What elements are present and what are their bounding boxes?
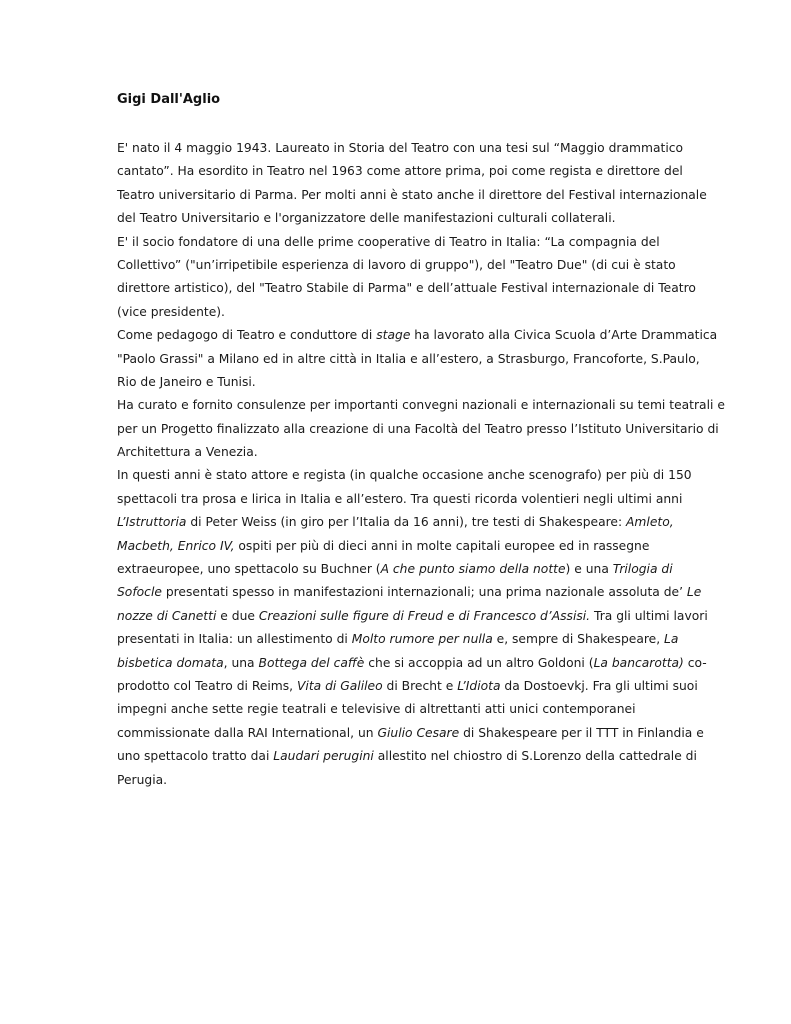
text-line [117, 277, 696, 300]
text-line [117, 511, 687, 534]
text-run: di Shakespeare per il TTT in Finlandia e [459, 725, 704, 740]
text-line [117, 769, 687, 792]
document-title: Gigi Dall'Aglio [117, 92, 221, 107]
italic-text: bisbetica domata [117, 655, 224, 670]
text-line [117, 160, 687, 183]
text-line [117, 254, 687, 277]
text-run: , una [223, 655, 259, 670]
text-run: di Brecht e [382, 678, 458, 693]
italic-text: Creazioni sulle figure di Freud e di Francesco d’Assisi. [258, 608, 591, 623]
text-line [117, 418, 719, 441]
italic-text: Giulio Cesare [377, 725, 460, 740]
text-line [117, 675, 698, 698]
text-line [117, 394, 725, 417]
text-run: ospiti per più di dieci anni in molte capitali europee ed in rassegne [234, 538, 650, 553]
italic-text: Molto rumore per nulla [351, 632, 493, 647]
text-run: da Dostoevkj. Fra gli ultimi suoi [500, 678, 698, 693]
italic-text: Amleto, [626, 515, 674, 530]
text-line [117, 184, 707, 207]
text-run: e, sempre di Shakespeare, [492, 632, 665, 647]
italic-text: Vita di Galileo [297, 678, 383, 693]
text-run: e due [216, 608, 259, 623]
document-body [117, 137, 725, 792]
text-line [117, 301, 687, 324]
text-run: uno spettacolo tratto dai [117, 749, 274, 764]
italic-text: stage [376, 328, 411, 343]
italic-text: Sofocle [117, 585, 162, 600]
text-run: Teatro universitario di Parma. Per molti anni è stato anche il direttore del Festival internazionale [117, 187, 707, 202]
text-line [117, 745, 697, 768]
italic-text: La bancarotta) [593, 655, 684, 670]
text-line [117, 698, 687, 721]
text-run: Come pedagogo di Teatro e conduttore di [117, 328, 377, 343]
text-run: Architettura a Venezia. [117, 445, 258, 460]
text-run: Tra gli ultimi lavori [590, 608, 708, 623]
text-line [117, 231, 687, 254]
text-run: "Paolo Grassi" a Milano ed in altre città in Italia e all’estero, a Strasburgo, Francoforte, S.Paulo, [117, 351, 700, 366]
text-run: presentati in Italia: un allestimento di [117, 632, 352, 647]
text-run: E' il socio fondatore di una delle prime cooperative di Teatro in Italia: “La compagnia del [117, 234, 660, 249]
text-run: commissionate dalla RAI International, un [117, 725, 378, 740]
italic-text: A che punto siamo della notte [380, 562, 566, 577]
text-run: Rio de Janeiro e Tunisi. [117, 374, 256, 389]
text-run: che si accoppia ad un altro Goldoni ( [364, 655, 594, 670]
text-line [117, 488, 687, 511]
italic-text: Le [686, 585, 702, 600]
text-line [117, 324, 718, 347]
text-line [117, 137, 687, 160]
text-run: ) e una [565, 562, 613, 577]
italic-text: Laudari perugini [273, 749, 374, 764]
italic-text: Bottega del caffè [258, 655, 365, 670]
text-run: impegni anche sette regie teatrali e televisive di altrettanti atti unici contemporanei [117, 702, 636, 717]
text-line [117, 535, 687, 558]
text-run: Collettivo” ("un’irripetibile esperienza di lavoro di gruppo"), del "Teatro Due" (di cui è stato [117, 257, 676, 272]
italic-text: Trilogia di [612, 562, 673, 577]
italic-text: nozze di Canetti [117, 608, 217, 623]
text-run: allestito nel chiostro di S.Lorenzo della cattedrale di [373, 749, 697, 764]
text-line [117, 605, 708, 628]
text-run: (vice presidente). [117, 304, 225, 319]
text-line [117, 652, 707, 675]
text-run: del Teatro Universitario e l'organizzatore delle manifestazioni culturali collaterali. [117, 211, 616, 226]
text-line [117, 441, 687, 464]
text-run: E' nato il 4 maggio 1943. Laureato in Storia del Teatro con una tesi sul “Maggio drammatico [117, 141, 684, 155]
text-run: ha lavorato alla Civica Scuola d’Arte Drammatica [410, 328, 718, 343]
text-line [117, 722, 704, 745]
text-line [117, 628, 687, 651]
text-run: Perugia. [117, 772, 168, 787]
text-run: co- [683, 655, 707, 670]
text-line [117, 581, 702, 604]
text-run: cantato”. Ha esordito in Teatro nel 1963 come attore prima, poi come regista e direttore del [117, 164, 683, 179]
text-run: spettacoli tra prosa e lirica in Italia e all’estero. Tra questi ricorda volentieri negli ultimi anni [117, 491, 683, 506]
text-run: presentati spesso in manifestazioni internazionali; una prima nazionale assoluta de’ [161, 585, 687, 600]
text-run: Ha curato e fornito consulenze per importanti convegni nazionali e internazionali su temi teatrali e [117, 398, 725, 413]
text-line [117, 348, 700, 371]
text-run: In questi anni è stato attore e regista (in qualche occasione anche scenografo) per più di 150 [117, 468, 692, 483]
text-line [117, 207, 687, 230]
text-line [117, 558, 687, 581]
italic-text: Macbeth, Enrico IV, [117, 538, 235, 553]
italic-text: L’Istruttoria [117, 515, 187, 530]
text-run: extraeuropee, uno spettacolo su Buchner ( [117, 562, 381, 577]
italic-text: L’Idiota [457, 678, 501, 693]
text-line [117, 371, 687, 394]
text-run: prodotto col Teatro di Reims, [117, 678, 297, 693]
text-line [117, 464, 692, 487]
text-run: direttore artistico), del "Teatro Stabile di Parma" e dell’attuale Festival internazionale di Teatro [117, 281, 696, 296]
italic-text: La [664, 632, 679, 647]
text-run: di Peter Weiss (in giro per l’Italia da 16 anni), tre testi di Shakespeare: [186, 515, 627, 530]
text-run: per un Progetto finalizzato alla creazione di una Facoltà del Teatro presso l’Istituto Universitario di [117, 421, 719, 436]
